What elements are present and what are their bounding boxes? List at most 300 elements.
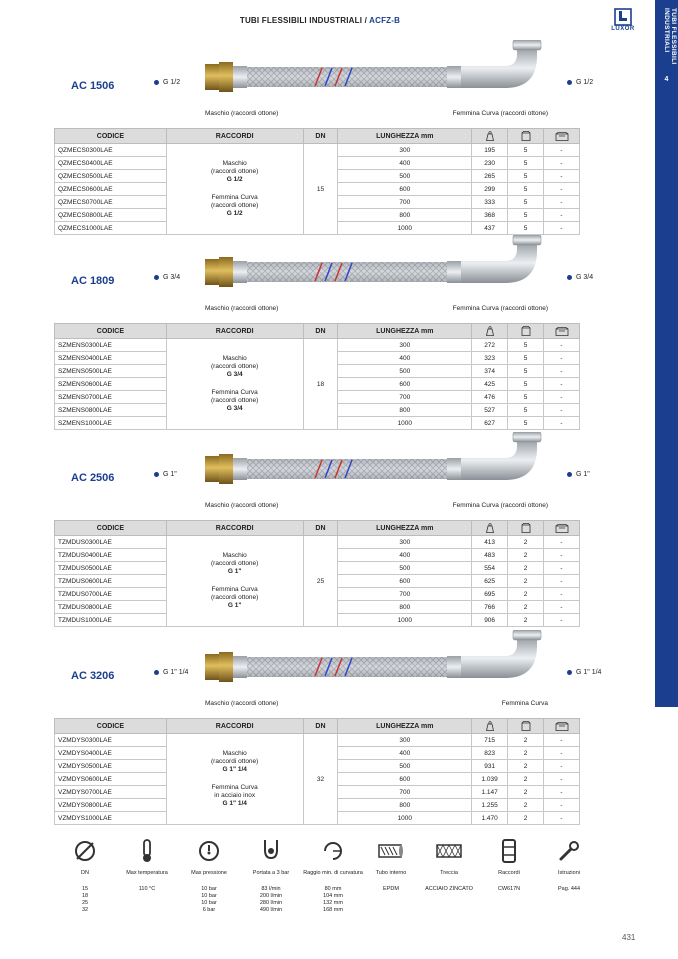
box-cell: - bbox=[544, 365, 580, 378]
spec-value: ACCIAIO ZINCATO bbox=[425, 886, 473, 892]
hose-image bbox=[205, 40, 545, 104]
spec-column bbox=[478, 836, 540, 893]
header-pack bbox=[508, 129, 544, 144]
model-title: AC 2506 bbox=[71, 472, 115, 484]
bullet-icon bbox=[154, 670, 159, 675]
raccordi-cell bbox=[166, 339, 303, 430]
caption-left: Maschio (raccordi ottone) bbox=[205, 305, 279, 312]
weight-cell: 1.147 bbox=[472, 786, 508, 799]
spec-column bbox=[54, 836, 116, 914]
weight-cell: 374 bbox=[472, 365, 508, 378]
table-header-row bbox=[55, 521, 580, 536]
code-cell: QZMECS0800LAE bbox=[55, 209, 167, 222]
length-cell: 300 bbox=[338, 536, 472, 549]
box-cell: - bbox=[544, 812, 580, 825]
spec-column bbox=[116, 836, 178, 893]
box-cell: - bbox=[544, 339, 580, 352]
box-cell: - bbox=[544, 183, 580, 196]
thread-left-label: G 1" bbox=[163, 471, 177, 478]
box-cell: - bbox=[544, 536, 580, 549]
code-cell: TZMDUS0800LAE bbox=[55, 601, 167, 614]
weight-cell: 823 bbox=[472, 747, 508, 760]
pack-cell: 5 bbox=[508, 222, 544, 235]
length-cell: 300 bbox=[338, 144, 472, 157]
table-header-row bbox=[55, 324, 580, 339]
bullet-icon bbox=[567, 670, 572, 675]
thread-right bbox=[567, 669, 601, 676]
header-weight bbox=[472, 324, 508, 339]
weight-cell: 931 bbox=[472, 760, 508, 773]
pack-cell: 2 bbox=[508, 812, 544, 825]
spec-label: Tubo interno bbox=[375, 870, 407, 876]
hose-figure bbox=[205, 40, 545, 109]
spec-label: Raccordi bbox=[498, 870, 520, 876]
box-cell: - bbox=[544, 417, 580, 430]
weight-cell: 554 bbox=[472, 562, 508, 575]
header-codice: CODICE bbox=[55, 129, 167, 144]
spec-column bbox=[302, 836, 364, 914]
spec-values bbox=[478, 886, 540, 893]
pack-cell: 2 bbox=[508, 773, 544, 786]
product-table bbox=[54, 323, 580, 430]
header-lunghezza: LUNGHEZZA mm bbox=[338, 324, 472, 339]
length-cell: 300 bbox=[338, 734, 472, 747]
pack-cell: 5 bbox=[508, 196, 544, 209]
flow-icon bbox=[240, 836, 302, 866]
pack-cell: 5 bbox=[508, 352, 544, 365]
spec-value: 490 l/min bbox=[259, 907, 283, 913]
hose-figure bbox=[205, 630, 545, 699]
weight-cell: 272 bbox=[472, 339, 508, 352]
raccordi-thread: G 1" bbox=[227, 602, 242, 609]
weight-cell: 333 bbox=[472, 196, 508, 209]
pack-cell: 5 bbox=[508, 365, 544, 378]
code-cell: QZMECS0400LAE bbox=[55, 157, 167, 170]
raccordi-line: Femmina Curva bbox=[211, 194, 258, 201]
thread-left-label: G 1/2 bbox=[163, 79, 181, 86]
weight-cell: 437 bbox=[472, 222, 508, 235]
spec-column bbox=[240, 836, 302, 914]
product-table bbox=[54, 520, 580, 627]
bullet-icon bbox=[567, 275, 572, 280]
weight-cell: 195 bbox=[472, 144, 508, 157]
diameter-icon bbox=[54, 836, 116, 866]
caption-right: Femmina Curva (raccordi ottone) bbox=[452, 110, 548, 117]
raccordi-line: (raccordi ottone) bbox=[211, 560, 259, 567]
bullet-icon bbox=[154, 472, 159, 477]
spec-value: Pag. 444 bbox=[557, 886, 581, 892]
spec-value: 15 bbox=[81, 886, 89, 892]
code-cell: VZMDYS0800LAE bbox=[55, 799, 167, 812]
hose-figure bbox=[205, 432, 545, 501]
weight-cell: 695 bbox=[472, 588, 508, 601]
length-cell: 600 bbox=[338, 183, 472, 196]
raccordi-line: Femmina Curva bbox=[211, 784, 258, 791]
code-cell: SZMENS1000LAE bbox=[55, 417, 167, 430]
pack-cell: 2 bbox=[508, 614, 544, 627]
length-cell: 800 bbox=[338, 601, 472, 614]
length-cell: 700 bbox=[338, 786, 472, 799]
header-raccordi: RACCORDI bbox=[166, 521, 303, 536]
header-pack bbox=[508, 521, 544, 536]
header-weight bbox=[472, 521, 508, 536]
code-cell: TZMDUS0500LAE bbox=[55, 562, 167, 575]
box-cell: - bbox=[544, 222, 580, 235]
weight-cell: 323 bbox=[472, 352, 508, 365]
code-cell: VZMDYS0300LAE bbox=[55, 734, 167, 747]
weight-cell: 1.255 bbox=[472, 799, 508, 812]
spec-value: EPDM bbox=[383, 886, 399, 892]
code-cell: TZMDUS0700LAE bbox=[55, 588, 167, 601]
header-box bbox=[544, 521, 580, 536]
brand-logo bbox=[606, 8, 640, 32]
chapter-sidebar bbox=[655, 0, 678, 707]
pack-cell: 2 bbox=[508, 734, 544, 747]
length-cell: 1000 bbox=[338, 812, 472, 825]
box-cell: - bbox=[544, 747, 580, 760]
length-cell: 1000 bbox=[338, 614, 472, 627]
length-cell: 700 bbox=[338, 391, 472, 404]
length-cell: 700 bbox=[338, 588, 472, 601]
weight-cell: 425 bbox=[472, 378, 508, 391]
length-cell: 400 bbox=[338, 747, 472, 760]
raccordi-cell bbox=[166, 536, 303, 627]
weight-cell: 1.470 bbox=[472, 812, 508, 825]
raccordi-line: Maschio bbox=[222, 160, 247, 167]
box-cell: - bbox=[544, 144, 580, 157]
product-table bbox=[54, 128, 580, 235]
raccordi-thread: G 1" 1/4 bbox=[222, 800, 247, 807]
header-weight bbox=[472, 719, 508, 734]
header-lunghezza: LUNGHEZZA mm bbox=[338, 719, 472, 734]
code-cell: TZMDUS0300LAE bbox=[55, 536, 167, 549]
table-row bbox=[55, 144, 580, 157]
pack-cell: 5 bbox=[508, 144, 544, 157]
raccordi-line: Femmina Curva bbox=[211, 389, 258, 396]
raccordi-cell bbox=[166, 144, 303, 235]
spec-values bbox=[54, 886, 116, 914]
spec-value: CW617N bbox=[497, 886, 521, 892]
thread-right-label: G 1" bbox=[576, 471, 590, 478]
code-cell: VZMDYS0500LAE bbox=[55, 760, 167, 773]
wrench-icon bbox=[538, 836, 600, 866]
dn-cell: 15 bbox=[303, 144, 338, 235]
spec-value: 110 °C bbox=[138, 886, 156, 892]
weight-cell: 368 bbox=[472, 209, 508, 222]
thread-left bbox=[154, 274, 180, 281]
sidebar-chapter-title: TUBI FLESSIBILI INDUSTRIALI bbox=[663, 8, 677, 65]
pack-cell: 2 bbox=[508, 549, 544, 562]
pack-cell: 5 bbox=[508, 404, 544, 417]
header-subtitle: ACFZ-B bbox=[369, 16, 401, 25]
header-pack bbox=[508, 324, 544, 339]
model-title: AC 3206 bbox=[71, 670, 115, 682]
box-cell: - bbox=[544, 352, 580, 365]
table-row bbox=[55, 734, 580, 747]
spec-values bbox=[302, 886, 364, 914]
raccordi-line: Maschio bbox=[222, 355, 247, 362]
length-cell: 800 bbox=[338, 799, 472, 812]
pack-cell: 5 bbox=[508, 209, 544, 222]
box-cell: - bbox=[544, 734, 580, 747]
pack-cell: 5 bbox=[508, 170, 544, 183]
spec-label: DN bbox=[81, 870, 89, 876]
header-codice: CODICE bbox=[55, 521, 167, 536]
header-box bbox=[544, 719, 580, 734]
product-table bbox=[54, 718, 580, 825]
box-cell: - bbox=[544, 575, 580, 588]
weight-cell: 413 bbox=[472, 536, 508, 549]
code-cell: VZMDYS0600LAE bbox=[55, 773, 167, 786]
weight-cell: 627 bbox=[472, 417, 508, 430]
pack-cell: 5 bbox=[508, 378, 544, 391]
spec-value: 200 l/min bbox=[259, 893, 283, 899]
page-header bbox=[0, 16, 640, 25]
weight-cell: 299 bbox=[472, 183, 508, 196]
weight-cell: 230 bbox=[472, 157, 508, 170]
raccordi-line: (raccordi ottone) bbox=[211, 758, 259, 765]
length-cell: 400 bbox=[338, 549, 472, 562]
code-cell: SZMENS0700LAE bbox=[55, 391, 167, 404]
thread-right bbox=[567, 79, 593, 86]
raccordi-thread: G 1/2 bbox=[226, 210, 243, 217]
dn-cell: 32 bbox=[303, 734, 338, 825]
code-cell: VZMDYS1000LAE bbox=[55, 812, 167, 825]
box-cell: - bbox=[544, 157, 580, 170]
spec-values bbox=[240, 886, 302, 914]
box-cell: - bbox=[544, 404, 580, 417]
raccordi-line: (raccordi ottone) bbox=[211, 202, 259, 209]
code-cell: QZMECS0700LAE bbox=[55, 196, 167, 209]
header-box bbox=[544, 129, 580, 144]
box-cell: - bbox=[544, 562, 580, 575]
header-lunghezza: LUNGHEZZA mm bbox=[338, 129, 472, 144]
spec-value: 168 mm bbox=[323, 907, 343, 913]
weight-cell: 766 bbox=[472, 601, 508, 614]
length-cell: 800 bbox=[338, 209, 472, 222]
weight-icon bbox=[486, 523, 494, 533]
thread-left-label: G 3/4 bbox=[163, 274, 181, 281]
logo-icon bbox=[614, 8, 632, 26]
spec-values bbox=[116, 886, 178, 893]
length-cell: 600 bbox=[338, 773, 472, 786]
caption-left: Maschio (raccordi ottone) bbox=[205, 502, 279, 509]
caption-left: Maschio (raccordi ottone) bbox=[205, 110, 279, 117]
length-cell: 400 bbox=[338, 157, 472, 170]
code-cell: SZMENS0600LAE bbox=[55, 378, 167, 391]
pack-cell: 5 bbox=[508, 183, 544, 196]
braid-icon bbox=[418, 836, 480, 866]
raccordi-thread: G 1" 1/4 bbox=[222, 766, 247, 773]
pack-cell: 2 bbox=[508, 536, 544, 549]
header-dn: DN bbox=[303, 324, 338, 339]
weight-cell: 265 bbox=[472, 170, 508, 183]
bend-radius-icon bbox=[302, 836, 364, 866]
weight-icon bbox=[486, 721, 494, 731]
code-cell: QZMECS0500LAE bbox=[55, 170, 167, 183]
table-header-row bbox=[55, 129, 580, 144]
length-cell: 1000 bbox=[338, 222, 472, 235]
box-cell: - bbox=[544, 773, 580, 786]
thread-right bbox=[567, 274, 593, 281]
spec-column bbox=[538, 836, 600, 893]
box-icon bbox=[555, 132, 569, 141]
pack-cell: 2 bbox=[508, 786, 544, 799]
code-cell: TZMDUS0600LAE bbox=[55, 575, 167, 588]
spec-values bbox=[418, 886, 480, 893]
weight-cell: 476 bbox=[472, 391, 508, 404]
code-cell: SZMENS0500LAE bbox=[55, 365, 167, 378]
header-dn: DN bbox=[303, 129, 338, 144]
weight-icon bbox=[486, 131, 494, 141]
weight-cell: 527 bbox=[472, 404, 508, 417]
header-codice: CODICE bbox=[55, 719, 167, 734]
length-cell: 500 bbox=[338, 170, 472, 183]
dn-cell: 25 bbox=[303, 536, 338, 627]
length-cell: 600 bbox=[338, 378, 472, 391]
length-cell: 500 bbox=[338, 562, 472, 575]
spec-column bbox=[418, 836, 480, 893]
package-icon bbox=[521, 523, 531, 533]
box-icon bbox=[555, 327, 569, 336]
caption-right: Femmina Curva bbox=[501, 700, 548, 707]
pack-cell: 2 bbox=[508, 760, 544, 773]
page-number: 431 bbox=[622, 933, 636, 942]
spec-values bbox=[178, 886, 240, 914]
raccordi-line: Maschio bbox=[222, 750, 247, 757]
header-weight bbox=[472, 129, 508, 144]
code-cell: SZMENS0400LAE bbox=[55, 352, 167, 365]
weight-cell: 906 bbox=[472, 614, 508, 627]
header-dn: DN bbox=[303, 719, 338, 734]
raccordi-line: (raccordi ottone) bbox=[211, 168, 259, 175]
bullet-icon bbox=[154, 80, 159, 85]
length-cell: 800 bbox=[338, 404, 472, 417]
pack-cell: 2 bbox=[508, 747, 544, 760]
bullet-icon bbox=[567, 80, 572, 85]
hose-figure bbox=[205, 235, 545, 304]
header-lunghezza: LUNGHEZZA mm bbox=[338, 521, 472, 536]
package-icon bbox=[521, 326, 531, 336]
fitting-icon bbox=[478, 836, 540, 866]
box-cell: - bbox=[544, 786, 580, 799]
length-cell: 1000 bbox=[338, 417, 472, 430]
spec-value: 10 bar bbox=[201, 893, 217, 899]
raccordi-line: in acciaio inox bbox=[214, 792, 256, 799]
inner-tube-icon bbox=[360, 836, 422, 866]
code-cell: SZMENS0800LAE bbox=[55, 404, 167, 417]
caption-right: Femmina Curva (raccordi ottone) bbox=[452, 502, 548, 509]
box-icon bbox=[555, 722, 569, 731]
box-cell: - bbox=[544, 549, 580, 562]
pack-cell: 2 bbox=[508, 799, 544, 812]
header-raccordi: RACCORDI bbox=[166, 719, 303, 734]
pack-cell: 2 bbox=[508, 601, 544, 614]
box-cell: - bbox=[544, 196, 580, 209]
raccordi-thread: G 1/2 bbox=[226, 176, 243, 183]
table-header-row bbox=[55, 719, 580, 734]
thread-right-label: G 1/2 bbox=[576, 79, 594, 86]
box-cell: - bbox=[544, 760, 580, 773]
spec-values bbox=[360, 886, 422, 893]
package-icon bbox=[521, 131, 531, 141]
dn-cell: 18 bbox=[303, 339, 338, 430]
length-cell: 300 bbox=[338, 339, 472, 352]
box-cell: - bbox=[544, 601, 580, 614]
thread-right-label: G 1" 1/4 bbox=[576, 669, 602, 676]
weight-cell: 625 bbox=[472, 575, 508, 588]
header-dn: DN bbox=[303, 521, 338, 536]
spec-value: 25 bbox=[81, 900, 89, 906]
spec-label: Portata a 3 bar bbox=[252, 870, 290, 876]
length-cell: 500 bbox=[338, 760, 472, 773]
hose-image bbox=[205, 235, 545, 299]
hose-image bbox=[205, 630, 545, 694]
thermometer-icon bbox=[116, 836, 178, 866]
header-title: TUBI FLESSIBILI INDUSTRIALI / bbox=[239, 16, 367, 25]
box-cell: - bbox=[544, 391, 580, 404]
raccordi-thread: G 3/4 bbox=[226, 371, 243, 378]
raccordi-line: (raccordi ottone) bbox=[211, 397, 259, 404]
thread-left bbox=[154, 79, 180, 86]
raccordi-cell bbox=[166, 734, 303, 825]
spec-value: 280 l/min bbox=[259, 900, 283, 906]
raccordi-thread: G 1" bbox=[227, 568, 242, 575]
spec-value: 32 bbox=[81, 907, 89, 913]
pressure-gauge-icon bbox=[178, 836, 240, 866]
table-row bbox=[55, 536, 580, 549]
code-cell: SZMENS0300LAE bbox=[55, 339, 167, 352]
spec-label: Istruzioni bbox=[557, 870, 580, 876]
length-cell: 500 bbox=[338, 365, 472, 378]
thread-left bbox=[154, 669, 188, 676]
spec-value: 18 bbox=[81, 893, 89, 899]
box-cell: - bbox=[544, 799, 580, 812]
thread-right-label: G 3/4 bbox=[576, 274, 594, 281]
pack-cell: 2 bbox=[508, 588, 544, 601]
pack-cell: 2 bbox=[508, 562, 544, 575]
spec-value: 80 mm bbox=[324, 886, 342, 892]
box-icon bbox=[555, 524, 569, 533]
spec-values bbox=[538, 886, 600, 893]
pack-cell: 5 bbox=[508, 157, 544, 170]
code-cell: TZMDUS1000LAE bbox=[55, 614, 167, 627]
header-raccordi: RACCORDI bbox=[166, 324, 303, 339]
header-codice: CODICE bbox=[55, 324, 167, 339]
raccordi-line: Maschio bbox=[222, 552, 247, 559]
box-cell: - bbox=[544, 378, 580, 391]
logo-text: LUXOR bbox=[611, 26, 635, 32]
pack-cell: 5 bbox=[508, 391, 544, 404]
spec-column bbox=[360, 836, 422, 893]
code-cell: VZMDYS0700LAE bbox=[55, 786, 167, 799]
caption-left: Maschio (raccordi ottone) bbox=[205, 700, 279, 707]
raccordi-thread: G 3/4 bbox=[226, 405, 243, 412]
pack-cell: 5 bbox=[508, 417, 544, 430]
thread-left bbox=[154, 471, 177, 478]
weight-icon bbox=[486, 326, 494, 336]
spec-column bbox=[178, 836, 240, 914]
raccordi-line: Femmina Curva bbox=[211, 586, 258, 593]
length-cell: 700 bbox=[338, 196, 472, 209]
hose-image bbox=[205, 432, 545, 496]
spec-value: 104 mm bbox=[323, 893, 343, 899]
bullet-icon bbox=[154, 275, 159, 280]
model-title: AC 1809 bbox=[71, 275, 115, 287]
header-box bbox=[544, 324, 580, 339]
code-cell: VZMDYS0400LAE bbox=[55, 747, 167, 760]
weight-cell: 483 bbox=[472, 549, 508, 562]
